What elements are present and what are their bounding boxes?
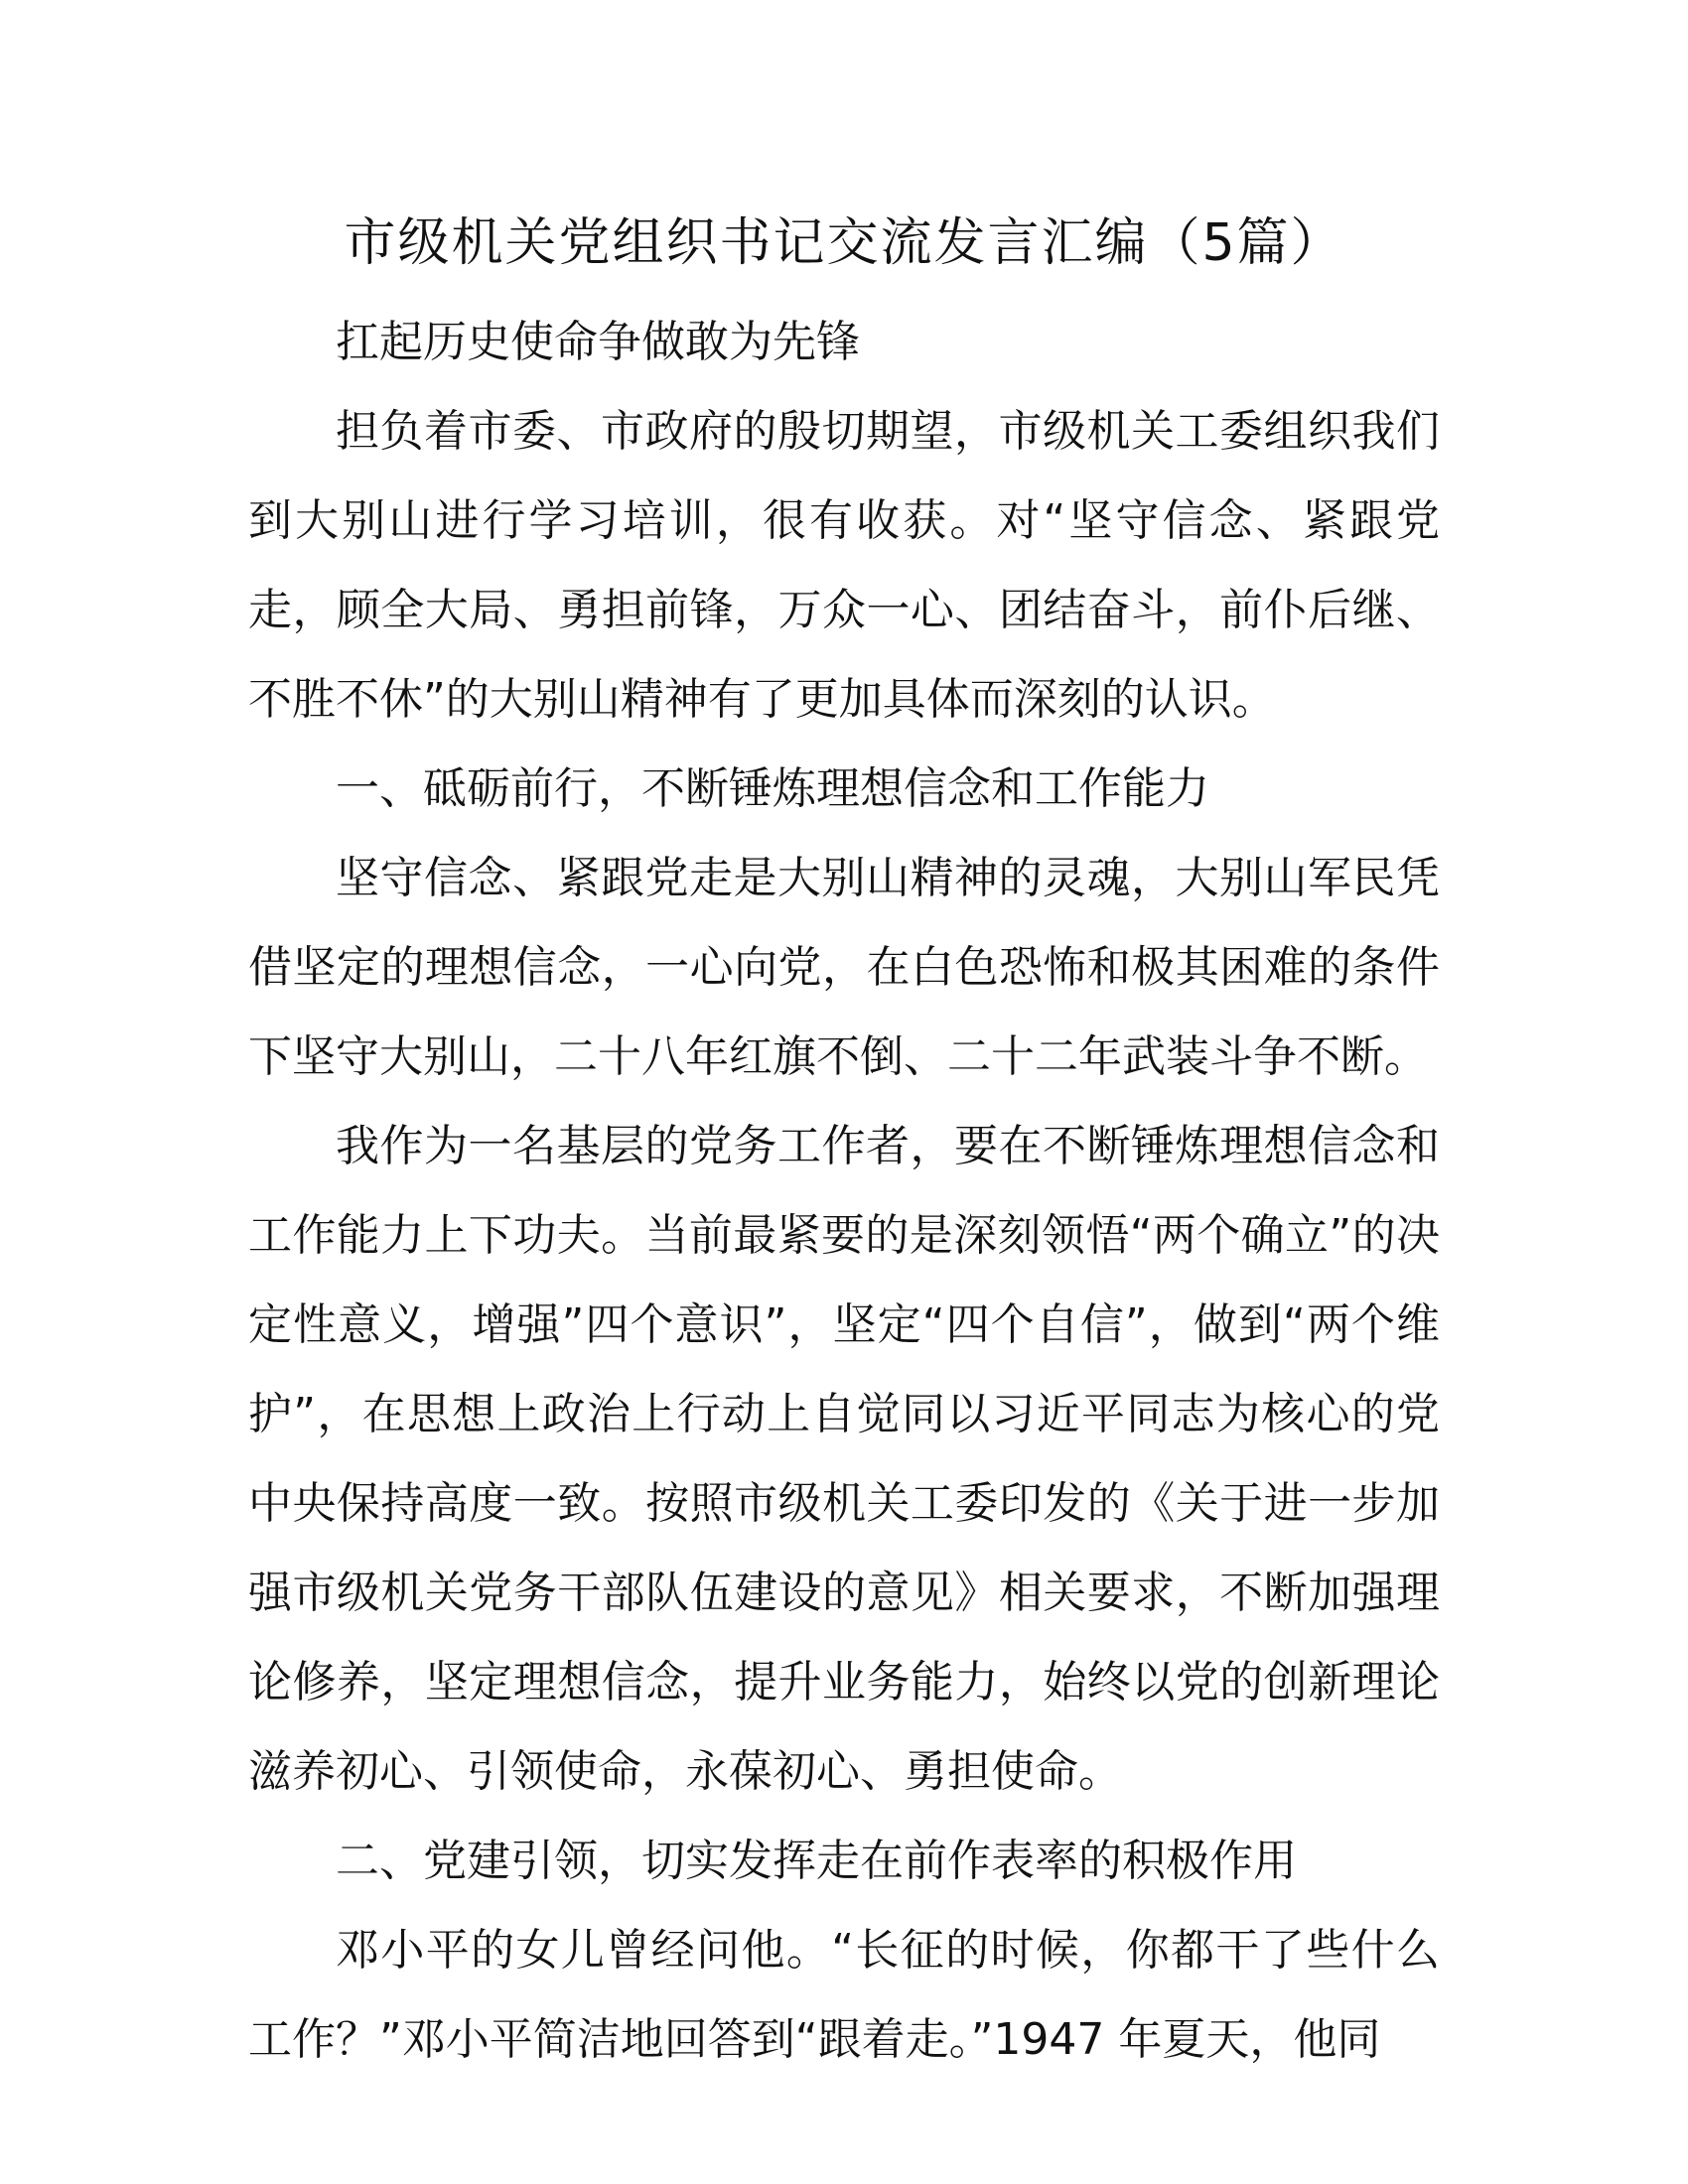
subtitle-paragraph: 扛起历史使命争做敢为先锋 bbox=[336, 317, 860, 367]
document-title: 市级机关党组织书记交流发言汇编（5篇） bbox=[344, 213, 1344, 273]
body-paragraph: 邓小平的女儿曾经问他。“长征的时候，你都干了些什么工作？”邓小平简洁地回答到“跟着走。”1947 年夏天，他同 bbox=[248, 1925, 1440, 2065]
body-paragraph: 我作为一名基层的党务工作者，要在不断锤炼理想信念和工作能力上下功夫。当前最紧要的是深刻领悟“两个确立”的决定性意义，增强”四个意识”，坚定“四个自信”，做到“两个维护”，在思想上政治上行动上自觉同以习近平同志为核心的党中央保持高度一致。按照市级机关工委印发的《关于进一步加强市级机关党务干部队伍建设的意见》相关要求，不断加强理论修养，坚定理想信念，提升业务能力，始终以党的创新理论滋养初心、引领使命，永葆初心、勇担使命。 bbox=[248, 1121, 1440, 1797]
section-heading-1: 一、砥砺前行，不断锤炼理想信念和工作能力 bbox=[336, 763, 1209, 814]
section-heading-2: 二、党建引领，切实发挥走在前作表率的积极作用 bbox=[336, 1836, 1297, 1886]
body-paragraph: 坚守信念、紧跟党走是大别山精神的灵魂，大别山军民凭借坚定的理想信念，一心向党，在白色恐怖和极其困难的条件下坚守大别山，二十八年红旗不倒、二十二年武装斗争不断。 bbox=[248, 853, 1440, 1082]
body-paragraph: 担负着市委、市政府的殷切期望，市级机关工委组织我们到大别山进行学习培训，很有收获。对“坚守信念、紧跟党走，顾全大局、勇担前锋，万众一心、团结奋斗，前仆后继、不胜不休”的大别山精神有了更加具体而深刻的认识。 bbox=[248, 406, 1440, 725]
document-body bbox=[248, 298, 1440, 2085]
